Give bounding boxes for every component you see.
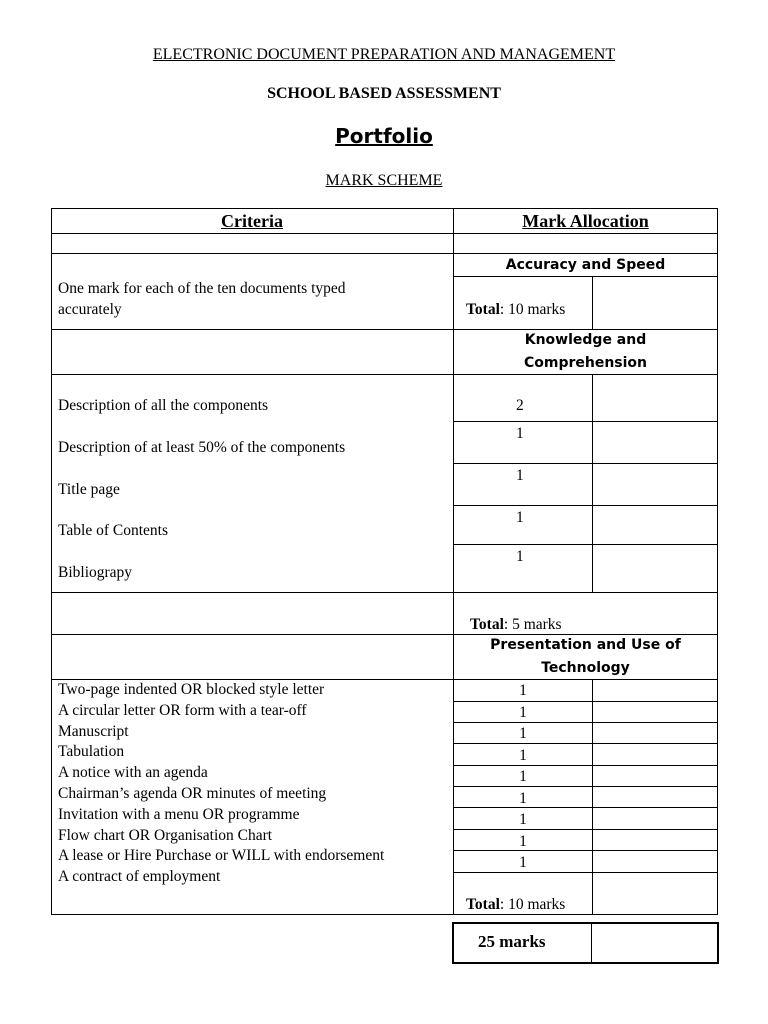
list-item: A circular letter OR form with a tear-off xyxy=(58,701,307,719)
mark-value: 1 xyxy=(516,509,524,526)
score-column-divider xyxy=(592,276,593,329)
marks-column xyxy=(453,680,593,874)
mark-value: 2 xyxy=(516,397,524,414)
section-title-knowledge: Knowledge and Comprehension xyxy=(523,332,648,371)
row-divider xyxy=(453,505,718,506)
grand-total-value: 25 marks xyxy=(478,932,546,951)
mark-scheme-subtitle: MARK SCHEME xyxy=(325,172,443,189)
row-divider xyxy=(453,463,718,464)
section-total: Total: 10 marks xyxy=(466,896,566,913)
list-item: Chairman’s agenda OR minutes of meeting xyxy=(58,784,327,802)
section-title-accuracy: Accuracy and Speed xyxy=(505,257,666,273)
section-total: Total: 10 marks xyxy=(466,301,566,318)
mark-value: 1 xyxy=(516,467,524,484)
criterion-text: One mark for each of the ten documents typed xyxy=(58,280,346,297)
mark-value: 1 xyxy=(519,746,527,764)
mark-value: 1 xyxy=(519,854,527,871)
list-item: Flow chart OR Organisation Chart xyxy=(58,826,273,844)
section-title-presentation: Presentation and Use of Technology xyxy=(490,637,681,676)
score-column-divider xyxy=(592,374,593,592)
document-subject: ELECTRONIC DOCUMENT PREPARATION AND MANAGEMENT xyxy=(152,46,616,63)
criterion-text: Title page xyxy=(58,481,120,498)
mark-value: 1 xyxy=(519,725,527,742)
row-divider xyxy=(453,544,718,545)
mark-value: 1 xyxy=(519,832,527,850)
criterion-text: Table of Contents xyxy=(58,522,168,539)
list-item: A lease or Hire Purchase or WILL with endorsement xyxy=(58,847,385,865)
mark-value: 1 xyxy=(519,682,527,699)
list-item: A notice with an agenda xyxy=(58,764,208,782)
criteria-header: Criteria xyxy=(221,211,283,231)
list-item: Two-page indented OR blocked style letter xyxy=(58,681,325,698)
grand-total-divider xyxy=(591,922,592,964)
row-divider xyxy=(51,592,718,593)
criterion-text: Description of all the components xyxy=(58,397,269,414)
criterion-text: Description of at least 50% of the components xyxy=(58,439,346,456)
section-total: Total: 5 marks xyxy=(470,616,562,633)
mark-value: 1 xyxy=(519,703,527,721)
criterion-text: accurately xyxy=(58,301,122,318)
criterion-text: Bibliograpy xyxy=(58,564,133,581)
list-item: A contract of employment xyxy=(58,868,221,886)
mark-value: 1 xyxy=(519,811,527,828)
list-item: Invitation with a menu OR programme xyxy=(58,805,300,823)
assessment-title: SCHOOL BASED ASSESSMENT xyxy=(267,85,501,102)
criteria-list xyxy=(58,680,384,888)
list-item: Tabulation xyxy=(58,743,125,761)
mark-value: 1 xyxy=(516,548,524,565)
mark-allocation-header: Mark Allocation xyxy=(522,211,649,231)
mark-value: 1 xyxy=(516,425,524,442)
list-item: Manuscript xyxy=(58,722,129,740)
row-divider xyxy=(453,421,718,422)
page-title: Portfolio xyxy=(335,124,433,148)
mark-value: 1 xyxy=(519,768,527,785)
mark-value: 1 xyxy=(519,789,527,807)
row-divider xyxy=(51,233,718,234)
